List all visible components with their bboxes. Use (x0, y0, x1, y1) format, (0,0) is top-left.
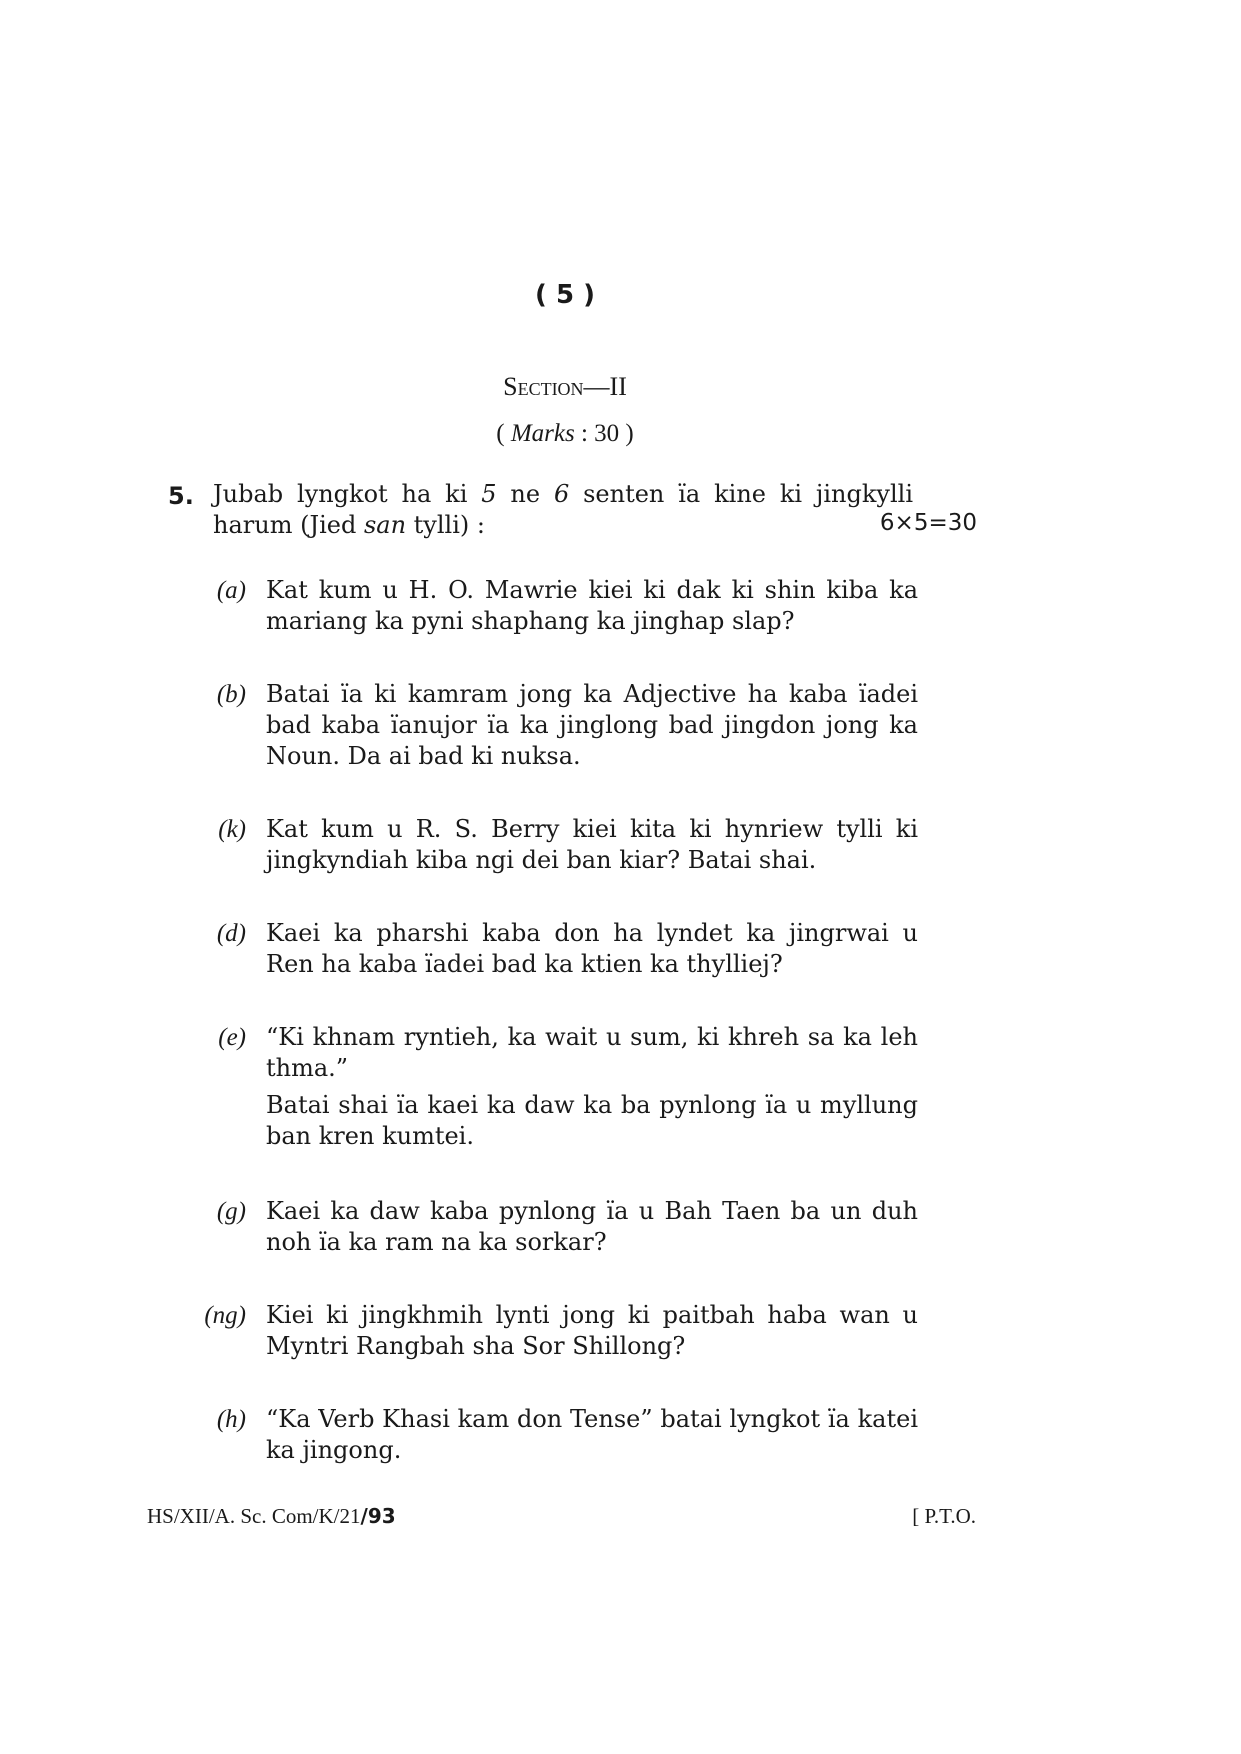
question-marks: 6×5=30 (879, 510, 977, 536)
sub-question-label: (k) (218, 816, 246, 843)
sub-question-text: Kaei ka pharshi kaba don ha lyndet ka jingrwai u Ren ha kaba ïadei bad ka ktien ka thylliej? (266, 919, 918, 978)
sub-question-label: (e) (218, 1024, 246, 1051)
question-instruction: Jubab lyngkot ha ki 5 ne 6 senten ïa kine ki jingkylli harum (Jied san tylli) : (213, 480, 914, 539)
paper-code-text: HS/XII/A. Sc. Com/K/21 (147, 1504, 361, 1528)
sub-question-text: Kat kum u H. O. Mawrie kiei ki dak ki shin kiba ka mariang ka pyni shaphang ka jinghap slap? (266, 576, 918, 635)
sub-question-label: (d) (216, 920, 246, 947)
sub-question-text: Kiei ki jingkhmih lynti jong ki paitbah haba wan u Myntri Rangbah sha Sor Shillong? (266, 1301, 918, 1360)
section-title: Section—II (503, 372, 627, 401)
paper-code (147, 1504, 396, 1529)
pto-note: [ P.T.O. (912, 1504, 976, 1528)
sub-question-quote: “Ki khnam ryntieh, ka wait u sum, ki khreh sa ka leh thma.” (266, 1023, 918, 1082)
sub-question-text: Kat kum u R. S. Berry kiei kita ki hynriew tylli ki jingkyndiah kiba ngi dei ban kiar? Batai shai. (266, 815, 918, 874)
sub-question-label: (h) (216, 1406, 246, 1433)
sub-question-text: Kaei ka daw kaba pynlong ïa u Bah Taen ba un duh noh ïa ka ram na ka sorkar? (266, 1197, 918, 1256)
question-number: 5. (168, 482, 194, 510)
page-number: ( 5 ) (535, 280, 595, 310)
sub-question-label: (ng) (204, 1302, 246, 1329)
sub-question-text: “Ka Verb Khasi kam don Tense” batai lyngkot ïa katei ka jingong. (266, 1405, 918, 1464)
sub-question-text (266, 1022, 918, 1152)
sub-question-label: (b) (216, 681, 246, 708)
sub-question-label: (g) (216, 1198, 246, 1225)
sub-question-prompt: Batai shai ïa kaei ka daw ka ba pynlong ïa u myllung ban kren kumtei. (266, 1091, 918, 1150)
section-marks: ( Marks : 30 ) (496, 420, 634, 447)
sub-question-text: Batai ïa ki kamram jong ka Adjective ha kaba ïadei bad kaba ïanujor ïa ka jinglong bad jingdon jong ka Noun. Da ai bad ki nuksa. (266, 680, 918, 770)
sub-question-label: (a) (216, 577, 246, 604)
paper-code-number: /93 (360, 1504, 396, 1528)
